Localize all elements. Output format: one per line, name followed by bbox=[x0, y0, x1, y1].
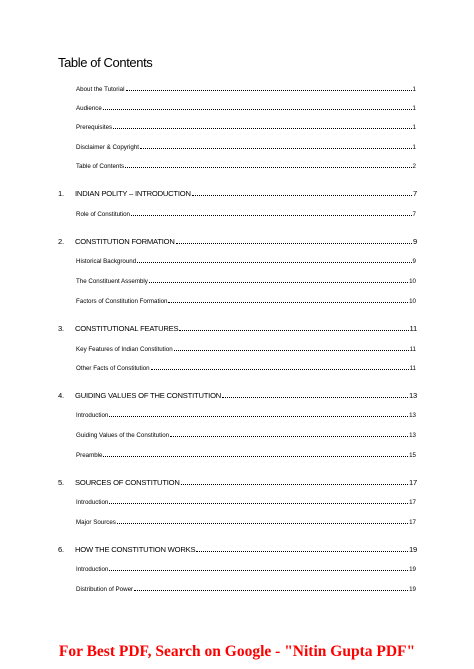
toc-dot-leader bbox=[149, 282, 408, 283]
toc-page-number: 11 bbox=[409, 324, 417, 333]
toc-entry-label: Introduction bbox=[76, 566, 109, 573]
toc-dot-leader bbox=[151, 369, 409, 370]
toc-section-entry[interactable] bbox=[76, 409, 416, 419]
toc-dot-leader bbox=[176, 243, 412, 244]
toc-chapter-number: 1. bbox=[58, 189, 64, 198]
toc-chapter-entry[interactable] bbox=[58, 321, 417, 333]
toc-page-number: 9 bbox=[412, 237, 417, 246]
toc-page-number: 15 bbox=[409, 452, 416, 459]
toc-dot-leader bbox=[140, 148, 412, 149]
toc-entry-label: The Constituent Assembly bbox=[76, 278, 148, 285]
toc-dot-leader bbox=[103, 109, 412, 110]
toc-heading: Table of Contents bbox=[58, 55, 153, 70]
toc-section-entry[interactable] bbox=[76, 496, 416, 506]
toc-page-number: 10 bbox=[409, 298, 416, 305]
toc-entry-label: CONSTITUTIONAL FEATURES bbox=[75, 324, 179, 333]
toc-page-number: 13 bbox=[408, 391, 417, 400]
toc-entry-label: Introduction bbox=[76, 499, 109, 506]
toc-dot-leader bbox=[170, 436, 408, 437]
toc-section-entry[interactable] bbox=[76, 583, 416, 593]
toc-dot-leader bbox=[109, 503, 408, 504]
toc-dot-leader bbox=[109, 570, 408, 571]
toc-dot-leader bbox=[192, 195, 412, 196]
toc-section-entry[interactable] bbox=[76, 121, 416, 131]
toc-dot-leader bbox=[179, 330, 408, 331]
toc-page-number: 13 bbox=[409, 412, 416, 419]
toc-chapter-number: 3. bbox=[58, 324, 64, 333]
toc-chapter-entry[interactable] bbox=[58, 388, 417, 400]
toc-entry-label: Distribution of Power bbox=[76, 586, 134, 593]
toc-section-entry[interactable] bbox=[76, 275, 416, 285]
toc-chapter-number: 5. bbox=[58, 478, 64, 487]
toc-dot-leader bbox=[117, 523, 408, 524]
toc-page-number: 9 bbox=[412, 258, 416, 265]
toc-section-entry[interactable] bbox=[76, 295, 416, 305]
toc-page-number: 17 bbox=[409, 499, 416, 506]
toc-dot-leader bbox=[113, 128, 411, 129]
toc-entry-label: SOURCES OF CONSTITUTION bbox=[75, 478, 180, 487]
toc-entry-label: Prerequisites bbox=[76, 124, 113, 131]
toc-section-entry[interactable] bbox=[76, 516, 416, 526]
toc-entry-label: Audience bbox=[76, 105, 102, 112]
toc-dot-leader bbox=[103, 456, 408, 457]
toc-dot-leader bbox=[174, 350, 409, 351]
toc-dot-leader bbox=[181, 484, 408, 485]
toc-page-number: 13 bbox=[409, 432, 416, 439]
toc-chapter-entry[interactable] bbox=[58, 234, 417, 246]
toc-section-entry[interactable] bbox=[76, 362, 416, 372]
toc-entry-label: HOW THE CONSTITUTION WORKS bbox=[75, 545, 196, 554]
toc-entry-label: Preamble bbox=[76, 452, 103, 459]
toc-page-number: 19 bbox=[408, 545, 417, 554]
toc-dot-leader bbox=[131, 215, 412, 216]
toc-entry-label: INDIAN POLITY – INTRODUCTION bbox=[75, 189, 191, 198]
toc-section-entry[interactable] bbox=[76, 343, 416, 353]
toc-page-number: 1 bbox=[412, 144, 416, 151]
toc-page-number: 1 bbox=[412, 86, 416, 93]
toc-entry-label: Other Facts of Constitution bbox=[76, 365, 150, 372]
toc-dot-leader bbox=[196, 551, 408, 552]
toc-section-entry[interactable] bbox=[76, 160, 416, 170]
toc-chapter-entry[interactable] bbox=[58, 475, 417, 487]
toc-dot-leader bbox=[137, 262, 411, 263]
toc-entry-label: About the Tutorial bbox=[76, 86, 125, 93]
toc-chapter-number: 6. bbox=[58, 545, 64, 554]
toc-entry-label: Role of Constitution bbox=[76, 211, 130, 218]
toc-section-entry[interactable] bbox=[76, 255, 416, 265]
toc-page-number: 11 bbox=[409, 346, 416, 353]
toc-chapter-entry[interactable] bbox=[58, 186, 417, 198]
toc-page-number: 17 bbox=[409, 519, 416, 526]
toc-page-number: 2 bbox=[412, 163, 416, 170]
toc-section-entry[interactable] bbox=[76, 141, 416, 151]
toc-chapter-number: 2. bbox=[58, 237, 64, 246]
toc-entry-label: Major Sources bbox=[76, 519, 116, 526]
toc-entry-label: Historical Background bbox=[76, 258, 137, 265]
toc-entry-label: Table of Contents bbox=[76, 163, 125, 170]
toc-section-entry[interactable] bbox=[76, 102, 416, 112]
toc-entry-label: Disclaimer & Copyright bbox=[76, 144, 139, 151]
toc-page-number: 19 bbox=[409, 586, 416, 593]
toc-entry-label: Guiding Values of the Constitution bbox=[76, 432, 170, 439]
toc-page-number: 11 bbox=[409, 365, 416, 372]
toc-dot-leader bbox=[126, 90, 412, 91]
toc-entry-label: Factors of Constitution Formation bbox=[76, 298, 168, 305]
toc-page-number: 7 bbox=[412, 211, 416, 218]
toc-section-entry[interactable] bbox=[76, 449, 416, 459]
toc-page-number: 17 bbox=[408, 478, 417, 487]
toc-dot-leader bbox=[109, 416, 408, 417]
toc-page-number: 1 bbox=[412, 105, 416, 112]
toc-page-number: 1 bbox=[412, 124, 416, 131]
toc-page-number: 7 bbox=[412, 189, 417, 198]
footer-promo-text: For Best PDF, Search on Google - "Nitin Gupta PDF" bbox=[58, 643, 416, 660]
toc-dot-leader bbox=[222, 397, 408, 398]
toc-section-entry[interactable] bbox=[76, 563, 416, 573]
toc-chapter-entry[interactable] bbox=[58, 542, 417, 554]
toc-entry-label: Key Features of Indian Constitution bbox=[76, 346, 173, 353]
toc-dot-leader bbox=[134, 590, 408, 591]
toc-chapter-number: 4. bbox=[58, 391, 64, 400]
toc-dot-leader bbox=[168, 302, 408, 303]
toc-entry-label: CONSTITUTION FORMATION bbox=[75, 237, 175, 246]
toc-section-entry[interactable] bbox=[76, 83, 416, 93]
toc-entry-label: Introduction bbox=[76, 412, 109, 419]
toc-section-entry[interactable] bbox=[76, 208, 416, 218]
toc-page-number: 10 bbox=[409, 278, 416, 285]
toc-section-entry[interactable] bbox=[76, 429, 416, 439]
toc-entry-label: GUIDING VALUES OF THE CONSTITUTION bbox=[75, 391, 222, 400]
toc-dot-leader bbox=[125, 167, 411, 168]
toc-page-number: 19 bbox=[409, 566, 416, 573]
